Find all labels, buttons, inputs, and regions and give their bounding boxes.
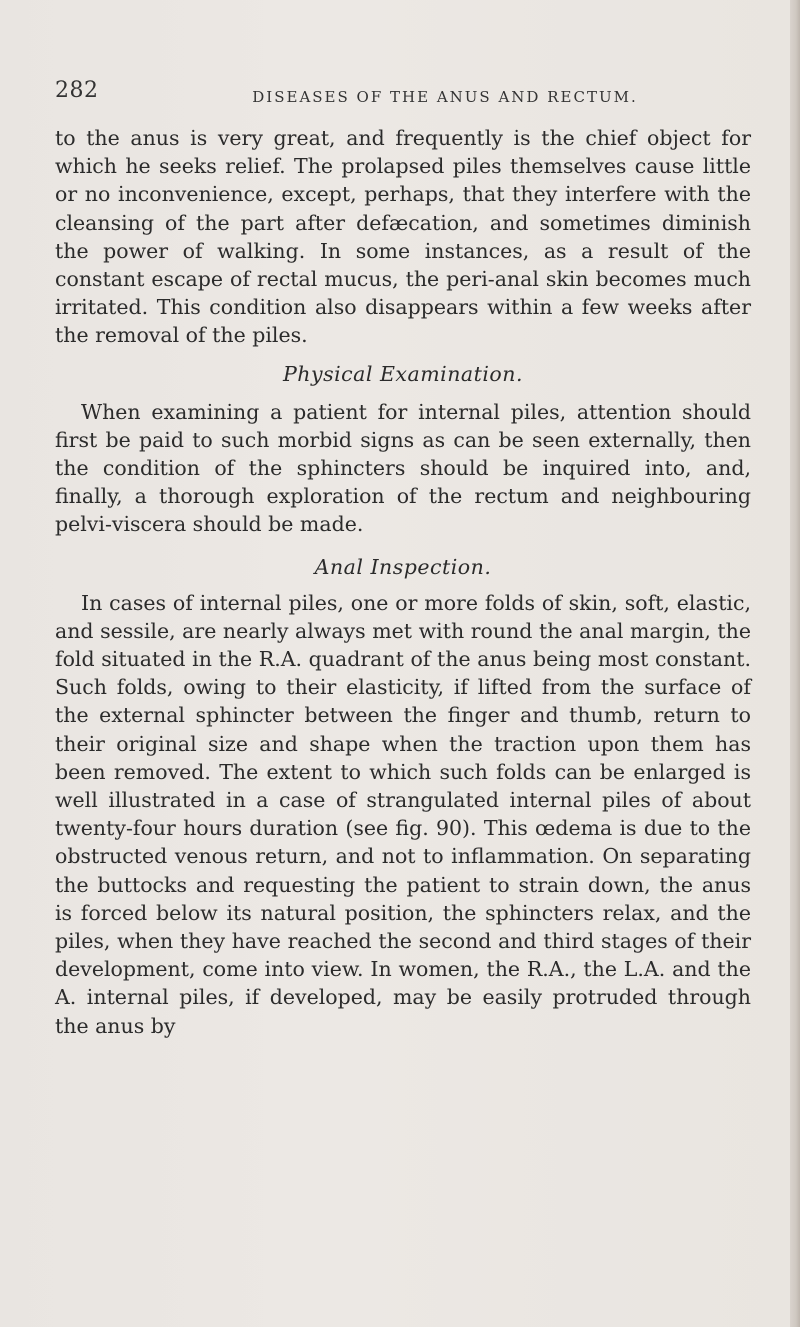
paragraph-examination: When examining a patient for internal piles, attention should first be paid to such morbid signs as can be seen externally, then the condition of the sphincters should be inquired into, and, finally, a thorough exploration of the rectum and neighbouring pelvi-viscera should be made. <box>55 399 751 537</box>
paragraph-anal-inspection: In cases of internal piles, one or more folds of skin, soft, elastic, and sessile, are nearly always met with round the anal margin, the fold situated in the R.A. quadrant of the anus being most constant. Such folds, owing to their elasticity, if lifted from the surface of the external sphincter between the finger and thumb, return to their original size and shape when the traction upon them has been removed. The extent to which such folds can be enlarged is well illustrated in a case of strangulated internal piles of about twenty-four hours duration (see fig. 90). This œdema is due to the obstructed venous return, and not to inflammation. On separating the buttocks and requesting the patient to strain down, the anus is forced below its natural position, the sphincters relax, and the piles, when they have reached the second and third stages of their development, come into view. In women, the R.A., the L.A. and the A. internal piles, if developed, may be easily protruded through the anus by <box>55 590 751 1038</box>
page-body <box>55 124 751 1040</box>
page-edge-shadow <box>790 0 800 1327</box>
section-heading-physical-examination: Physical Examination. <box>283 361 523 386</box>
section-heading-anal-inspection: Anal Inspection. <box>314 554 492 579</box>
page-number: 282 <box>55 78 99 103</box>
page-header <box>55 78 755 108</box>
running-title: DISEASES OF THE ANUS AND RECTUM. <box>252 88 638 106</box>
paragraph-continuation: to the anus is very great, and frequently is the chief object for which he seeks relief. The prolapsed piles themselves cause little or no inconvenience, except, perhaps, that they interfere with the cleansing of the part after defæcation, and sometimes diminish the power of walking. In some instances, as a result of the constant escape of rectal mucus, the peri-anal skin becomes much irritated. This condition also disappears within a few weeks after the removal of the piles. <box>55 126 751 348</box>
